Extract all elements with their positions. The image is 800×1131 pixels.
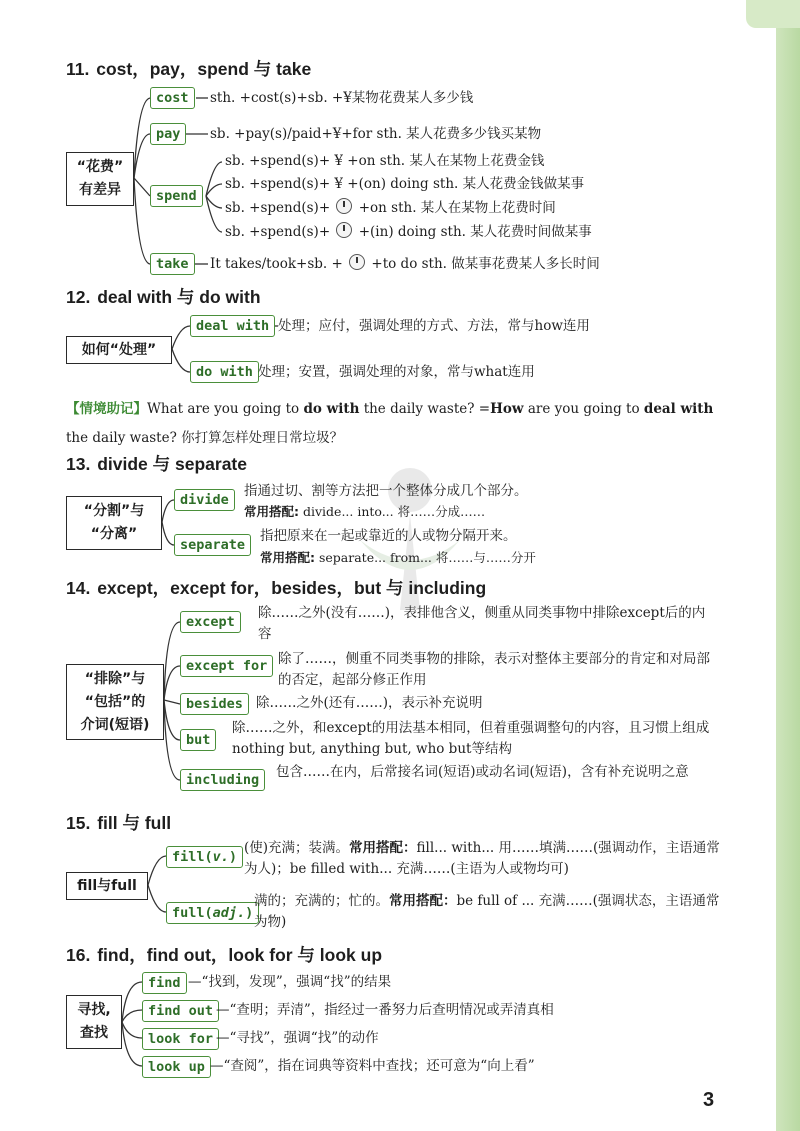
desc-find: —“找到，发现”，强调“找”的结果	[188, 974, 392, 990]
desc-take: It takes/took+sb. + +to do sth. 做某事花费某人多长时间	[210, 256, 600, 272]
tag-do-with: do with	[190, 361, 259, 383]
coll-separate: 常用搭配: separate... from... 将……与……分开	[260, 550, 536, 565]
desc-separate: 指把原来在一起或靠近的人或物分隔开来。	[260, 528, 517, 544]
desc-look-for: —“寻找”，强调“找”的动作	[216, 1030, 379, 1046]
desc-except-for: 除了……，侧重不同类事物的排除，表示对整体主要部分的肯定和对局部的否定，起部分修正作用	[278, 651, 710, 688]
tag-cost: cost	[150, 87, 195, 109]
memory-aid: 【情境助记】What are you going to do with the daily waste? =How are you going to deal with the daily waste? 你打算怎样处理日常垃圾？	[66, 401, 714, 446]
section-title-16: 16. find，find out，look for 与 look up	[66, 945, 383, 965]
tag-pay: pay	[150, 123, 186, 145]
tag-deal-with: deal with	[190, 315, 275, 337]
desc-spend-2: sb. +spend(s)+ ¥ +(on) doing sth. 某人花费金钱做某事	[225, 176, 585, 192]
clock-icon	[349, 254, 365, 270]
desc-pay: sb. +pay(s)/paid+¥+for sth. 某人花费多少钱买某物	[210, 126, 542, 142]
desc-except: 除……之外(没有……)，表排他含义，侧重从同类事物中排除except后的内容	[258, 605, 706, 642]
section-title-11: 11. cost，pay，spend 与 take	[66, 59, 312, 79]
desc-do-with: 处理；安置，强调处理的对象，常与what连用	[258, 364, 535, 380]
tag-separate: separate	[174, 534, 251, 556]
category-box-16: 寻找, 查找	[66, 995, 122, 1049]
desc-divide: 指通过切、割等方法把一个整体分成几个部分。	[244, 483, 528, 499]
desc-look-up: —“查阅”，指在词典等资料中查找；还可意为“向上看”	[210, 1058, 535, 1074]
tag-find-out: find out	[142, 1000, 219, 1022]
desc-but: 除……之外，和except的用法基本相同，但着重强调整句的内容，且习惯上组成nothing but, anything but, who but等结构	[232, 720, 710, 757]
section-title-14: 14. except，except for，besides，but 与 including	[66, 578, 487, 598]
tag-spend: spend	[150, 185, 203, 207]
desc-spend-4: sb. +spend(s)+ +(in) doing sth. 某人花费时间做某事	[225, 224, 592, 240]
tag-full: full(adj.)	[166, 902, 259, 924]
desc-cost: sth. +cost(s)+sb. +¥某物花费某人多少钱	[210, 90, 474, 106]
tag-divide: divide	[174, 489, 235, 511]
section-title-15: 15. fill 与 full	[66, 813, 172, 833]
tag-look-up: look up	[142, 1056, 211, 1078]
section-title-12: 12. deal with 与 do with	[66, 287, 261, 307]
category-box-12: 如何“处理”	[66, 336, 172, 364]
desc-spend-3: sb. +spend(s)+ +on sth. 某人在某物上花费时间	[225, 200, 556, 216]
tag-fill: fill(v.)	[166, 846, 243, 868]
category-box-11: “花费” 有差异	[66, 152, 134, 206]
desc-full: 满的；充满的；忙的。常用搭配：be full of ... 充满……(强调状态，主语通常为物)	[254, 893, 720, 930]
tag-including: including	[180, 769, 265, 791]
tag-find: find	[142, 972, 187, 994]
section-title-13: 13. divide 与 separate	[66, 454, 247, 474]
tag-except: except	[180, 611, 241, 633]
tag-besides: besides	[180, 693, 249, 715]
tag-except-for: except for	[180, 655, 273, 677]
desc-fill: (使)充满；装满。常用搭配：fill... with... 用……填满……(强调动作，主语通常为人)；be filled with... 充满……(主语为人或物均可)	[244, 840, 720, 877]
desc-find-out: —“查明；弄清”，指经过一番努力后查明情况或弄清真相	[216, 1002, 554, 1018]
desc-including: 包含……在内，后常接名词(短语)或动名词(短语)，含有补充说明之意	[276, 764, 689, 780]
category-box-13: “分割”与 “分离”	[66, 496, 162, 550]
coll-divide: 常用搭配: divide... into... 将……分成……	[244, 504, 486, 519]
desc-besides: 除……之外(还有……)，表示补充说明	[256, 695, 483, 711]
clock-icon	[336, 198, 352, 214]
clock-icon	[336, 222, 352, 238]
desc-spend-1: sb. +spend(s)+ ¥ +on sth. 某人在某物上花费金钱	[225, 153, 545, 169]
desc-deal-with: 处理；应付，强调处理的方式、方法，常与how连用	[278, 318, 590, 334]
page-number: 3	[703, 1089, 715, 1111]
tag-take: take	[150, 253, 195, 275]
tag-look-for: look for	[142, 1028, 219, 1050]
category-box-14: “排除”与 “包括”的 介词(短语)	[66, 664, 164, 740]
tag-but: but	[180, 729, 216, 751]
category-box-15: fill与full	[66, 872, 148, 900]
